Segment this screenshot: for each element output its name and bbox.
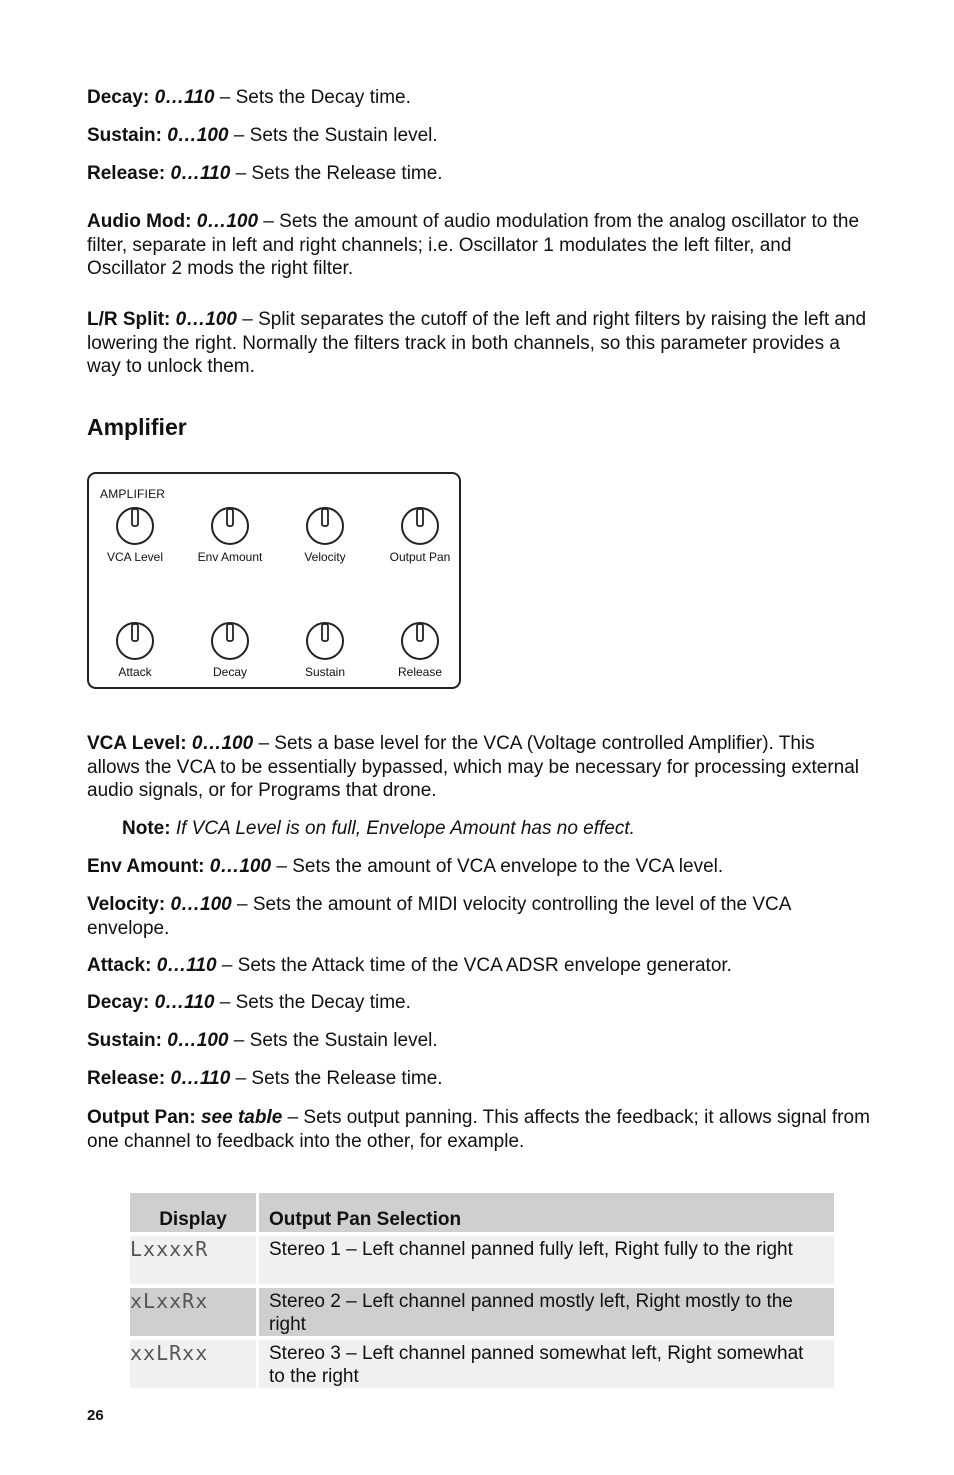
param-sustain-amp: Sustain: 0…100 – Sets the Sustain level. bbox=[87, 1030, 438, 1051]
knob-icon bbox=[400, 621, 440, 661]
param-audio-mod: Audio Mod: 0…100 – Sets the amount of audio modulation from the analog oscillator to the filter, separate in left and right channels; i.e. Oscillator 1 modulates the left filter, and Oscillator 2 mods the right filter. bbox=[87, 211, 860, 279]
header-output-pan-selection: Output Pan Selection bbox=[259, 1193, 834, 1232]
table-row bbox=[130, 1288, 834, 1336]
param-env-amount: Env Amount: 0…100 – Sets the amount of VCA envelope to the VCA level. bbox=[87, 856, 724, 877]
param-vca-level: VCA Level: 0…100 – Sets a base level for the VCA (Voltage controlled Amplifier). This allows the VCA to be essentially bypassed, which may be necessary for processing external audio signals, or for Programs that drone. bbox=[87, 733, 860, 801]
section-heading-amplifier: Amplifier bbox=[87, 414, 187, 440]
selection-text: Stereo 2 – Left channel panned mostly left, Right mostly to the right bbox=[259, 1288, 834, 1336]
param-decay-amp: Decay: 0…110 – Sets the Decay time. bbox=[87, 992, 411, 1013]
knob-icon bbox=[305, 621, 345, 661]
knob-decay: Decay bbox=[184, 621, 276, 679]
header-display: Display bbox=[130, 1193, 256, 1232]
knob-release: Release bbox=[374, 621, 466, 679]
panel-title: AMPLIFIER bbox=[100, 487, 166, 501]
table-header-row bbox=[130, 1193, 834, 1232]
display-code: xxLRxx bbox=[130, 1340, 256, 1388]
param-attack: Attack: 0…110 – Sets the Attack time of the VCA ADSR envelope generator. bbox=[87, 955, 732, 976]
table-row bbox=[130, 1340, 834, 1388]
param-decay: Decay: 0…110 – Sets the Decay time. bbox=[87, 87, 411, 108]
knob-vca-level: VCA Level bbox=[89, 506, 181, 564]
knob-icon bbox=[400, 506, 440, 546]
knob-icon bbox=[210, 506, 250, 546]
knob-attack: Attack bbox=[89, 621, 181, 679]
param-lr-split: L/R Split: 0…100 – Split separates the cutoff of the left and right filters by raising the left and lowering the right. Normally the filters track in both channels, so this parameter provides a way to unlock them. bbox=[87, 309, 867, 377]
knob-sustain: Sustain bbox=[279, 621, 371, 679]
amplifier-panel-figure bbox=[87, 472, 461, 689]
selection-text: Stereo 1 – Left channel panned fully left, Right fully to the right bbox=[259, 1236, 834, 1284]
knob-icon bbox=[115, 621, 155, 661]
table-row bbox=[130, 1236, 834, 1284]
knob-env-amount: Env Amount bbox=[184, 506, 276, 564]
selection-text: Stereo 3 – Left channel panned somewhat left, Right somewhat to the right bbox=[259, 1340, 834, 1388]
display-code: xLxxRx bbox=[130, 1288, 256, 1336]
knob-icon bbox=[210, 621, 250, 661]
knob-velocity: Velocity bbox=[279, 506, 371, 564]
output-pan-table bbox=[127, 1189, 837, 1392]
note: Note: If VCA Level is on full, Envelope Amount has no effect. bbox=[122, 818, 635, 839]
knob-icon bbox=[115, 506, 155, 546]
knob-icon bbox=[305, 506, 345, 546]
display-code: LxxxxR bbox=[130, 1236, 256, 1284]
param-release-amp: Release: 0…110 – Sets the Release time. bbox=[87, 1068, 443, 1089]
param-release: Release: 0…110 – Sets the Release time. bbox=[87, 163, 443, 184]
param-output-pan: Output Pan: see table – Sets output panning. This affects the feedback; it allows signal from one channel to feedback into the other, for example. bbox=[87, 1107, 870, 1152]
knob-output-pan: Output Pan bbox=[374, 506, 466, 564]
param-sustain: Sustain: 0…100 – Sets the Sustain level. bbox=[87, 125, 438, 146]
param-velocity: Velocity: 0…100 – Sets the amount of MIDI velocity controlling the level of the VCA envelope. bbox=[87, 894, 791, 939]
page-number: 26 bbox=[87, 1407, 104, 1424]
